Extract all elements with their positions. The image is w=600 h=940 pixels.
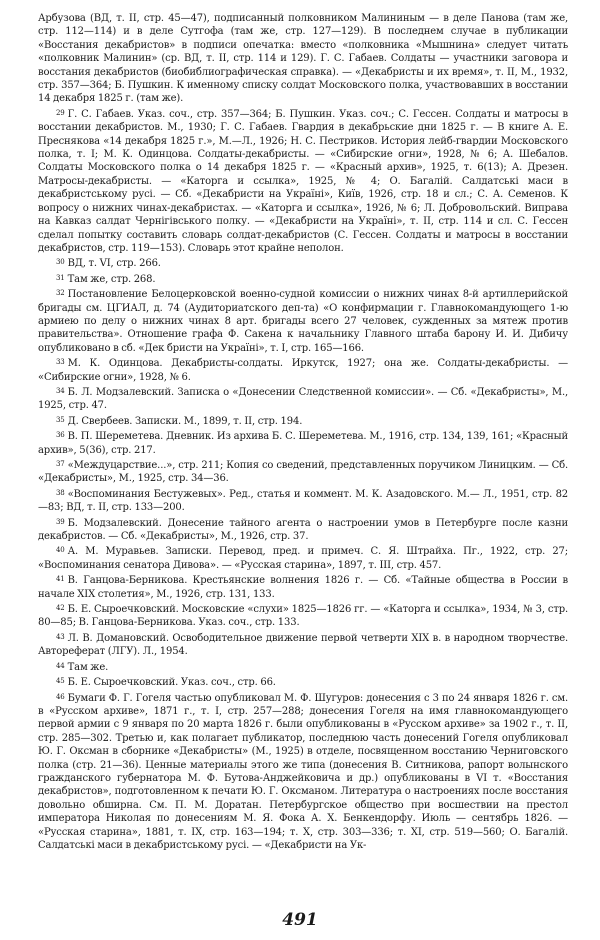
footnote-number: 33 — [56, 358, 65, 367]
footnote-number: 30 — [56, 258, 65, 267]
footnote-text: В. П. Шереметева. Дневник. Из архива Б. С. Шереметева. М., 1916, стр. 134, 139, 161; «Красный архив», 5(36), стр. 217. — [38, 431, 568, 456]
footnote-text: Там же, стр. 268. — [67, 273, 156, 285]
footnote-text: «Междуцарствие...», стр. 211; Копия со сведений, представленных поручиком Линицким. — Сб. «Декабристы», М., 1925, стр. 34—36. — [38, 460, 568, 485]
footnote-text: М. К. Одинцова. Декабристы-солдаты. Иркутск, 1927; она же. Солдаты-декабристы. — «Сибирские огни», 1928, № 6. — [38, 358, 568, 383]
footnote-38 — [38, 487, 568, 515]
footnote-number: 41 — [56, 575, 65, 584]
footnote-continuation — [38, 12, 568, 106]
footnote-41 — [38, 573, 568, 601]
footnote-text: Арбузова (ВД, т. II, стр. 45—47), подписанный полковником Малининым — в деле Панова (там же, стр. 112—114) и в деле Сутгофа (там же, стр. 127—129). В последнем случае в публикации «Восстания декабристов» в подписи опечатка: вместо «полковника «Мышнина» следует читать «полковник Малинин» (ср. ВД, т. II, стр. 114 и 129). Г. С. Габаев. Солдаты — участники заговора и восстания декабристов (биобиблиографическая справка). — «Декабристы и их время», т. II, М., 1932, стр. 357—364; Б. Пушкин. К именному списку солдат Московского полка, участвовавших в восстании 14 декабря 1825 г. (там же). — [38, 13, 568, 105]
footnote-34 — [38, 385, 568, 413]
footnote-44 — [38, 660, 568, 674]
footnote-43 — [38, 631, 568, 659]
footnote-number: 38 — [56, 488, 65, 497]
footnote-29 — [38, 107, 568, 255]
footnote-number: 46 — [56, 692, 65, 701]
footnote-39 — [38, 516, 568, 544]
footnote-33 — [38, 356, 568, 384]
footnote-40 — [38, 544, 568, 572]
footnote-number: 40 — [56, 546, 65, 555]
footnote-text: Б. Л. Модзалевский. Записка о «Донесении Следственной комиссии». — Сб. «Декабристы», М., 1925, стр. 47. — [38, 386, 568, 412]
footnotes-page — [38, 12, 568, 912]
footnote-text: Постановление Белоцерковской военно-судной комиссии о нижних чинах 8-й артиллерийской бригады см. ЦГИАЛ, д. 74 (Аудиториатского деп-та) «О конфирмации г. Главнокомандующего 1-ю армиею по делу о нижних чинах 8 арт. бригады всего 27 человек, сужденных за мятеж против правительства». Отношение графа Ф. Сакена к начальнику Главного штаба барону И. И. Дибичу опубликовано в сб. «Дек бристи на Україні», т. I, стр. 165—166. — [38, 289, 568, 354]
page-number: 491 — [282, 910, 318, 930]
footnote-text: Г. С. Габаев. Указ. соч., стр. 357—364; Б. Пушкин. Указ. соч.; С. Гессен. Солдаты и матросы в восстании декабристов. М., 1930; Г. С. Габаев. Гвардия в декабрьские дни 1825 г. — В книге А. Е. Преснякова «14 декабря 1825 г.», М.—Л., 1926; Н. С. Пестриков. История лейб-гвардии Московского полка, т. I; М. К. Одинцова. Солдаты-декабристы. — «Сибирские огни», 1928, № 6; А. Шебалов. Солдаты Московского полка о 14 декабря 1825 г. — «Красный архив», 1925, т. 6(13); А. Дрезен. Матросы-декабристы. — «Каторга и ссылка», 1925, № 4; О. Багалій. Салдатські маси в декабристському русі. — Сб. «Декабристи на Україні», Київ, 1926, стр. 18 и сл.; С. А. Семенов. К вопросу о нижних чинах-декабристах. — «Каторга и ссылка», 1926, № 6; Л. Добровольский. Виправа на Кавказ салдат Чернігівського полку. — «Декабристи на Україні», т. II, стр. 114 и сл. С. Гессен сделал попытку составить словарь солдат-декабристов (С. Гессен. Солдаты и матросы в восстании декабристов, стр. 119—153). Словарь этот крайне неполон. — [38, 108, 568, 254]
footnote-number: 42 — [56, 604, 65, 613]
footnote-number: 45 — [56, 677, 65, 686]
footnote-text: А. М. Муравьев. Записки. Перевод, пред. и примеч. С. Я. Штрайха. Пг., 1922, стр. 27; «Воспоминания сенатора Дивова». — «Русская старина», 1897, т. III, стр. 457. — [38, 546, 568, 571]
footnote-number: 35 — [56, 415, 65, 424]
footnote-text: Б. Модзалевский. Донесение тайного агента о настроении умов в Петербурге после казни декабристов. — Сб. «Декабристы», М., 1926, стр. 37. — [38, 517, 568, 543]
footnote-text: Л. В. Домановский. Освободительное движение первой четверти XIX в. в народном творчестве. Автореферат (ЛГУ). Л., 1954. — [38, 632, 568, 658]
footnote-32 — [38, 287, 568, 355]
footnote-text: Д. Свербеев. Записки. М., 1899, т. II, стр. 194. — [67, 415, 303, 427]
footnote-35 — [38, 414, 568, 428]
footnote-45 — [38, 675, 568, 689]
footnote-36 — [38, 429, 568, 457]
footnote-text: Бумаги Ф. Г. Гогеля частью опубликовал М. Ф. Шугуров: донесения с 3 по 24 января 1826 г. см. в «Русском архиве», 1871 г., т. I, стр. 257—288; донесения Гогеля на имя главнокомандующего первой армии с 9 января по 20 марта 1826 г. были опубликованы в «Русском архиве» за 1902 г., т. II, стр. 285—302. Третью и, как полагает публикатор, последнюю часть донесений Гогеля опубликовал Ю. Г. Оксман в сборнике «Декабристы» (М., 1925) в отделе, посвященном восстанию Черниговского полка (стр. 21—36). Ценные материалы этого же типа (донесения В. Ситникова, рапорт волынского гражданского губернатора М. Ф. Бутова-Анджейковича и др.) опубликованы в VI т. «Восстания декабристов», подготовленном к печати Ю. Г. Оксманом. Литература о настроениях после восстания довольно обширна. См. П. М. Доратан. Петербургское общество при восшествии на престол императора Николая по донесениям М. Я. Фока А. Х. Бенкендорфу. Июль — сентябрь 1826. — «Русская старина», 1881, т. IX, стр. 163—194; т. X, стр. 303—336; т. XI, стр. 519—560; О. Багалій. Салдатські маси в декабристському русі. — «Декабристи на Ук- — [38, 692, 568, 851]
footnote-number: 37 — [56, 460, 65, 468]
footnote-number: 39 — [56, 517, 65, 526]
footnote-number: 32 — [56, 289, 65, 298]
footnote-number: 43 — [56, 632, 65, 641]
footnote-number: 29 — [56, 108, 65, 117]
footnote-30 — [38, 256, 568, 270]
footnote-text: Там же. — [67, 661, 109, 673]
footnote-text: В. Ганцова-Берникова. Крестьянские волнения 1826 г. — Сб. «Тайные общества в России в начале XIX столетия», М., 1926, стр. 131, 133. — [38, 575, 568, 600]
footnote-31 — [38, 272, 568, 286]
footnote-text: Б. Е. Сыроечковский. Указ. соч., стр. 66. — [67, 677, 276, 689]
footnote-number: 34 — [56, 386, 65, 395]
footnote-text: «Воспоминания Бестужевых». Ред., статья и коммент. М. К. Азадовского. М.— Л., 1951, стр. 82—83; ВД, т. II, стр. 133—200. — [38, 488, 568, 514]
footnote-number: 44 — [56, 661, 65, 670]
footnote-42 — [38, 602, 568, 630]
footnote-number: 36 — [56, 431, 65, 440]
footnote-37 — [38, 458, 568, 486]
footnote-46 — [38, 691, 568, 853]
footnote-text: Б. Е. Сыроечковский. Московские «слухи» 1825—1826 гг. — «Каторга и ссылка», 1934, № 3, стр. 80—85; В. Ганцова-Берникова. Указ. соч., стр. 133. — [38, 604, 568, 629]
footnote-text: ВД, т. VI, стр. 266. — [67, 258, 161, 270]
footnote-number: 31 — [56, 273, 65, 282]
